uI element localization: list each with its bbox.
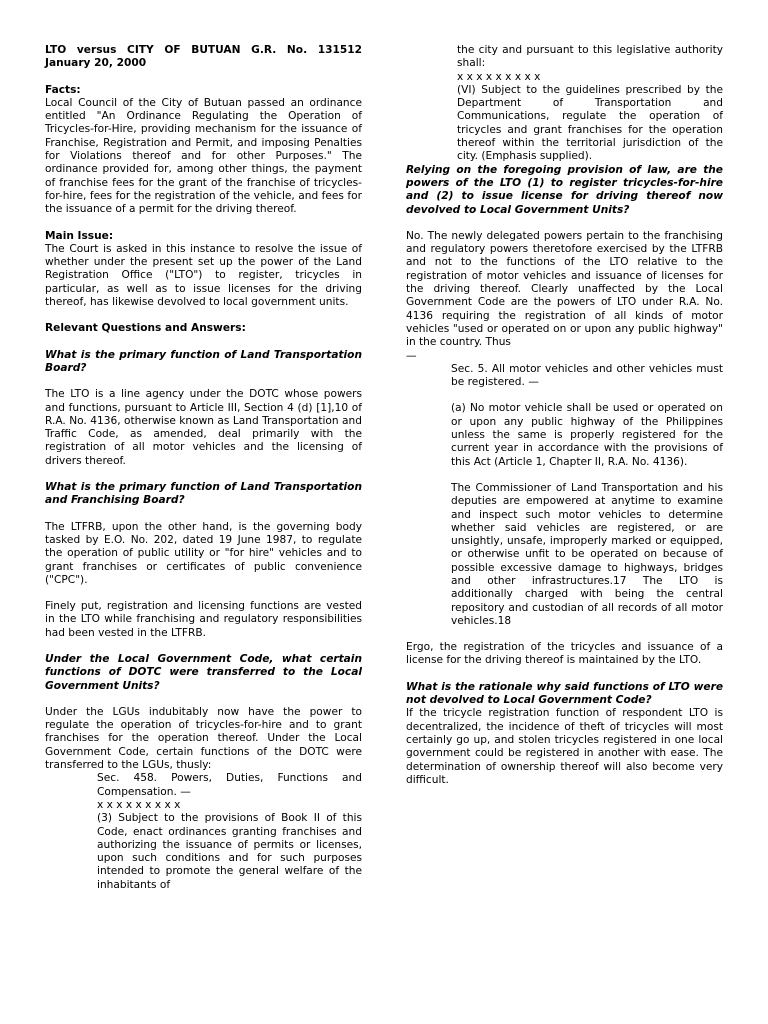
facts-text: Local Council of the City of Butuan passed an ordinance entitled "An Ordinance Regulating the Operation of Tricycles-for-Hire, providing mechanism for the issuance of Franchise, Registration and Permit, and imposing Penalties for Violations thereof and for other Purposes." The ordinance provided for, among other things, the payment of franchise fees for the grant of the franchise of tricycles-for-hire, fees for the registration of the vehicle, and fees for the issuance of a permit for the driving thereof. [45,96,362,216]
sec-5-heading: Sec. 5. All motor vehicles and other vehicles must be registered. — [451,362,723,389]
subsection-vi-text: (VI) Subject to the guidelines prescribed by the Department of Transportation and Communications, regulate the operation of tricycles and grant franchises for the operation thereof within the territorial jurisdiction of the city. (Emphasis supplied). [457,83,723,163]
answer-4: No. The newly delegated powers pertain to the franchising and regulatory powers theretofore exercised by the LTFRB and not to the functions of the LTO relative to the registration of motor vehicles and issuance of licenses for the driving thereof. Clearly unaffected by the Local Government Code are the powers of LTO under R.A. No. 4136 requiring the registration of all kinds of motor vehicles "used or operated on or upon any public highway" in the country. Thus [406,229,723,349]
question-5: What is the rationale why said functions of LTO were not devolved to Local Government Code? [406,680,723,707]
main-issue-heading: Main Issue: [45,229,114,242]
question-3: Under the Local Government Code, what certain functions of DOTC were transferred to the Local Government Units? [45,652,362,692]
question-1: What is the primary function of Land Transportation Board? [45,348,362,374]
facts-heading: Facts: [45,83,81,96]
omission-marks: x x x x x x x x x [97,798,181,811]
main-issue-text: The Court is asked in this instance to resolve the issue of whether under the present set up the power of the Land Registration Office ("LTO") to register, tricycles in particular, as well as to issue licenses for the driving thereof, has likewise devolved to local government units. [45,242,362,309]
left-column [45,44,362,892]
answer-1: The LTO is a line agency under the DOTC whose powers and functions, pursuant to Article III, Section 4 (d) [1],10 of R.A. No. 4136, otherwise known as Land Transportation and Traffic Code, as amended, deal primarily with the registration of all motor vehicles and the licensing of drivers thereof. [45,388,362,467]
answer-5: If the tricycle registration function of respondent LTO is decentralized, the incidence of theft of tricycles will most certainly go up, and stolen tricycles registered in one local government could be registered in another with ease. The determination of ownership thereof will also become very difficult. [406,707,723,786]
answer-2: The LTFRB, upon the other hand, is the governing body tasked by E.O. No. 202, dated 19 June 1987, to regulate the operation of public utility or "for hire" vehicles and to grant franchises or certificates of public convenience ("CPC"). [45,520,362,586]
quoted-continuation: the city and pursuant to this legislative authority shall: [457,44,723,70]
sec-458-heading: Sec. 458. Powers, Duties, Functions and Compensation. — [97,772,362,798]
em-dash: — [406,349,417,362]
ergo-paragraph: Ergo, the registration of the tricycles and issuance of a license for the driving thereof is maintained by the LTO. [406,641,723,667]
subsection-3-text: (3) Subject to the provisions of Book II of this Code, enact ordinances granting franchises and authorizing the issuance of permits or licenses, upon such conditions and for such purposes intended to promote the general welfare of the inhabitants of [97,812,362,891]
commissioner-text: The Commissioner of Land Transportation and his deputies are empowered at anytime to examine and inspect such motor vehicles to determine whether said vehicles are registered, or are unsightly, unsafe, improperly marked or equipped, or otherwise unfit to be operated on because of possible excessive damage to highways, bridges and other infrastructures.17 The LTO is additionally charged with being the central repository and custodian of all records of all motor vehicles.18 [451,481,723,627]
question-4: Relying on the foregoing provision of law, are the powers of the LTO (1) to register tricycles-for-hire and (2) to issue license for driving thereof now devolved to Local Government Units? [406,163,723,216]
omission-marks: x x x x x x x x x [457,70,541,83]
subsection-a-text: (a) No motor vehicle shall be used or operated on or upon any public highway of the Philippines unless the same is properly registered for the current year in accordance with the provisions of this Act (Article 1, Chapter II, R.A. No. 4136). [451,402,723,468]
right-column [406,44,723,787]
answer-2-continued: Finely put, registration and licensing functions are vested in the LTO while franchising and regulatory responsibilities had been vested in the LTFRB. [45,600,362,639]
answer-3: Under the LGUs indubitably now have the power to regulate the operation of tricycles-for-hire and to grant franchises for the operation thereof. Under the Local Government Code, certain functions of the DOTC were transferred to the LGUs, thusly: [45,705,362,772]
question-2: What is the primary function of Land Transportation and Franchising Board? [45,481,362,507]
case-title: LTO versus CITY OF BUTUAN G.R. No. 131512 January 20, 2000 [45,44,362,70]
qa-heading: Relevant Questions and Answers: [45,322,246,335]
